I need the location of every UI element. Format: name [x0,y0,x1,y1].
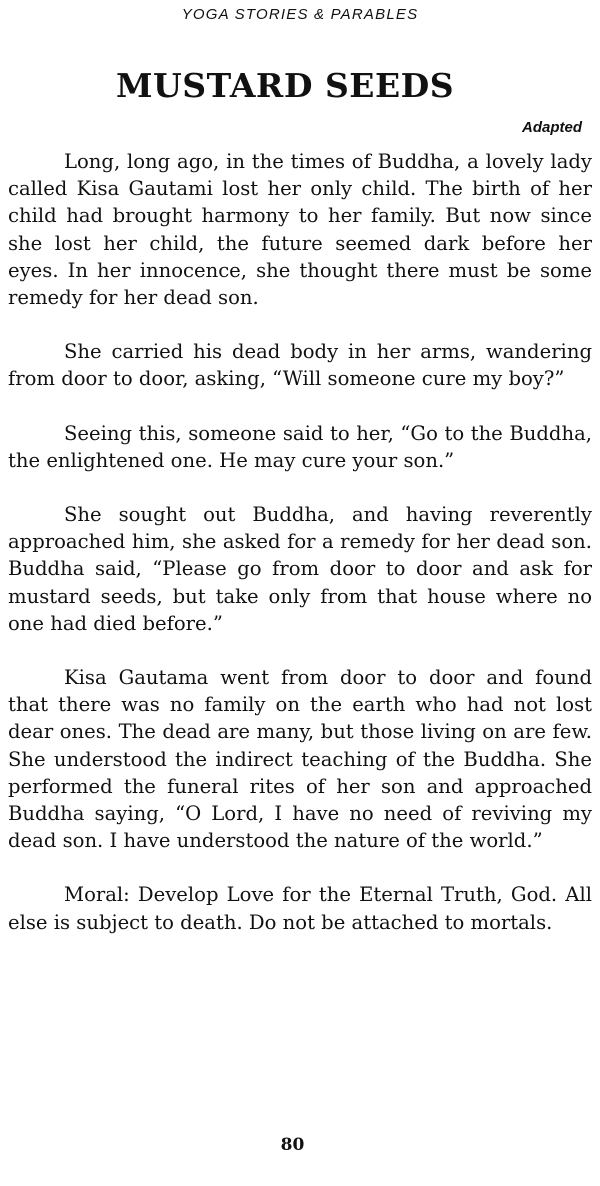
story-title: MUSTARD SEEDS [115,66,455,105]
page-number: 80 [280,1135,305,1155]
paragraph-3: Seeing this, someone said to her, “Go to the Buddha, the enlightened one. He may cure your son.” [8,421,592,472]
paragraph-1: Long, long ago, in the times of Buddha, a lovely lady called Kisa Gautami lost her only child. The birth of her child had brought harmony to her family. But now since she lost her child, the future seemed dark before her eyes. In her innocence, she thought there must be some remedy for her dead son. [8,150,592,310]
story-body [8,148,592,963]
paragraph-moral: Moral: Develop Love for the Eternal Truth, God. All else is subject to death. Do not be attached to mortals. [8,883,592,934]
paragraph-2: She carried his dead body in her arms, wandering from door to door, asking, “Will someone cure my boy?” [8,340,592,391]
attribution: Adapted [522,119,582,136]
running-head: YOGA STORIES & PARABLES [181,6,419,23]
paragraph-4: She sought out Buddha, and having reverently approached him, she asked for a remedy for her dead son. Buddha said, “Please go from door to door and ask for mustard seeds, but take only from that house where no one had died before.” [8,503,592,635]
paragraph-5: Kisa Gautama went from door to door and found that there was no family on the earth who had not lost dear ones. The dead are many, but those living on are few. She understood the indirect teaching of the Buddha. She performed the funeral rites of her son and approached Buddha saying, “O Lord, I have no need of reviving my dead son. I have understood the nature of the world.” [8,666,592,853]
